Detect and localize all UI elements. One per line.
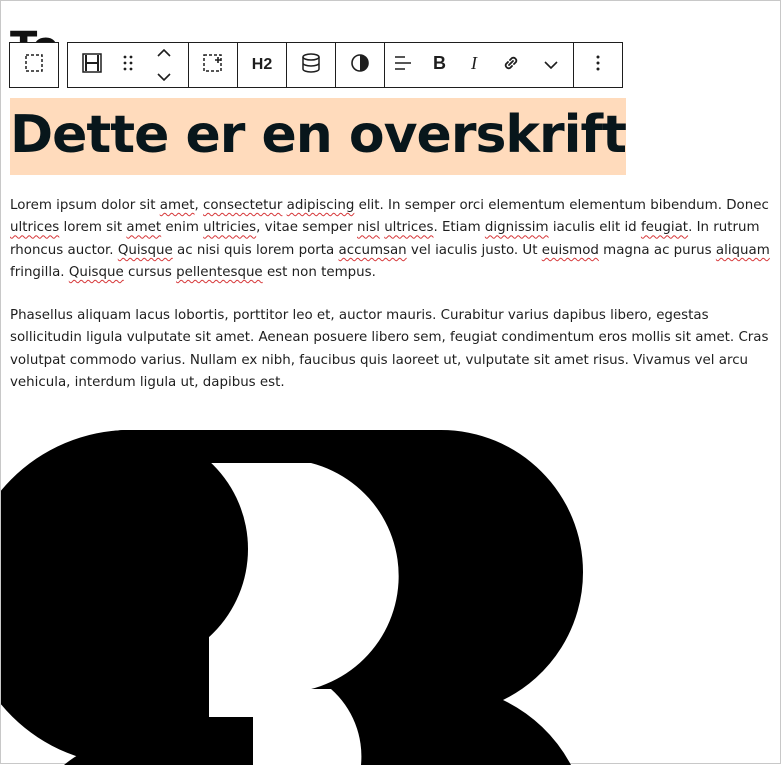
select-parent-icon bbox=[22, 51, 46, 80]
spellcheck-word: nisl bbox=[357, 220, 380, 236]
paragraph-text: . In rutrum rhoncus auctor. bbox=[10, 220, 760, 258]
align-icon bbox=[392, 52, 414, 79]
block-toolbar bbox=[9, 42, 623, 90]
spellcheck-word: accumsan bbox=[338, 242, 407, 258]
paragraph-text: cursus bbox=[123, 265, 177, 281]
paragraph-text: lorem sit bbox=[59, 220, 127, 236]
paragraph-block-1[interactable] bbox=[10, 195, 774, 285]
spellcheck-word: Quisque bbox=[117, 242, 173, 258]
more-rich-text-button[interactable] bbox=[529, 43, 574, 87]
svg-text:B: B bbox=[433, 52, 446, 73]
bold-button[interactable] bbox=[421, 43, 457, 87]
spellcheck-word: amet bbox=[159, 198, 195, 213]
spellcheck-word: aliquam bbox=[715, 242, 770, 258]
spellcheck-word: ultrices bbox=[384, 220, 434, 236]
group-blocks-icon bbox=[201, 51, 225, 80]
paragraph-text: enim bbox=[161, 220, 204, 236]
spellcheck-word: dignissim bbox=[484, 220, 549, 236]
spellcheck-word: ultricies bbox=[203, 220, 257, 236]
spellcheck-word: ultrices bbox=[10, 220, 60, 236]
spellcheck-word: consectetur bbox=[203, 198, 283, 213]
paragraph-text: est non tempus. bbox=[262, 265, 376, 281]
move-down-icon[interactable] bbox=[157, 68, 171, 86]
paragraph-text: fringilla. bbox=[10, 265, 69, 281]
heading-block-switcher[interactable] bbox=[68, 43, 116, 87]
move-buttons[interactable] bbox=[140, 43, 189, 87]
link-button[interactable] bbox=[493, 43, 529, 87]
spellcheck-word: amet bbox=[126, 220, 162, 236]
paragraph-text: magna ac purus bbox=[598, 242, 716, 258]
paragraph-text: elit. In semper orci elementum elementum bibendum. Donec bbox=[354, 198, 769, 213]
spellcheck-word: euismod bbox=[541, 242, 599, 258]
decorative-three-shape bbox=[1, 421, 781, 765]
align-button[interactable] bbox=[385, 43, 421, 87]
image-block[interactable] bbox=[1, 421, 781, 770]
drag-handle-button[interactable] bbox=[116, 43, 140, 87]
paragraph-text: vel iaculis justo. Ut bbox=[406, 242, 542, 258]
contrast-icon bbox=[348, 51, 372, 80]
paragraph-text: Phasellus aliquam lacus lobortis, porttitor leo et, auctor mauris. Curabitur varius dapibus libero, egestas sollicitudin ligula vulputate sit amet. Aenean posuere libero sem, feugiat condimentum eros mollis sit amet. Cras volutpat commodo varius. Nullam ex nibh, faucibus quis laoreet ut, vulputate sit amet risus. Vivamus vel arcu vehicula, interdum ligula ut, dapibus est. bbox=[10, 308, 769, 391]
spellcheck-word: feugiat bbox=[640, 220, 689, 236]
drag-handle-icon bbox=[122, 54, 134, 77]
spellcheck-word: adipiscing bbox=[286, 198, 355, 213]
paragraph-text: ac nisi quis lorem porta bbox=[172, 242, 339, 258]
toolbar-parent-group bbox=[9, 42, 59, 88]
paragraph-text: , vitae semper bbox=[256, 220, 358, 236]
more-rich-text-chevron-icon bbox=[544, 56, 558, 74]
heading-block[interactable] bbox=[10, 98, 626, 175]
bold-icon bbox=[429, 53, 449, 78]
toolbar-block-group bbox=[67, 42, 623, 88]
contrast-button[interactable] bbox=[336, 43, 385, 87]
spellcheck-word: Quisque bbox=[68, 265, 124, 281]
italic-icon bbox=[465, 53, 485, 78]
paragraph-text: Lorem ipsum dolor sit bbox=[10, 198, 160, 213]
page-heading[interactable]: Dette er en overskrift bbox=[10, 98, 626, 175]
heading-level-button[interactable]: H2 bbox=[238, 43, 287, 87]
paragraph-block-2[interactable] bbox=[10, 305, 774, 395]
database-icon bbox=[299, 51, 323, 80]
move-up-icon[interactable] bbox=[157, 44, 171, 62]
link-icon bbox=[500, 52, 522, 79]
options-kebab-icon bbox=[595, 54, 601, 77]
database-button[interactable] bbox=[287, 43, 336, 87]
spellcheck-word: pellentesque bbox=[176, 265, 263, 281]
paragraph-text: . Etiam bbox=[433, 220, 485, 236]
select-parent-button[interactable] bbox=[10, 43, 58, 87]
block-options-button[interactable] bbox=[574, 43, 622, 87]
group-blocks-button[interactable] bbox=[189, 43, 238, 87]
svg-text:I: I bbox=[471, 52, 477, 73]
paragraph-text: iaculis elit id bbox=[548, 220, 641, 236]
paragraph-text: , bbox=[194, 198, 203, 213]
heading-block-icon bbox=[80, 51, 104, 80]
italic-button[interactable] bbox=[457, 43, 493, 87]
